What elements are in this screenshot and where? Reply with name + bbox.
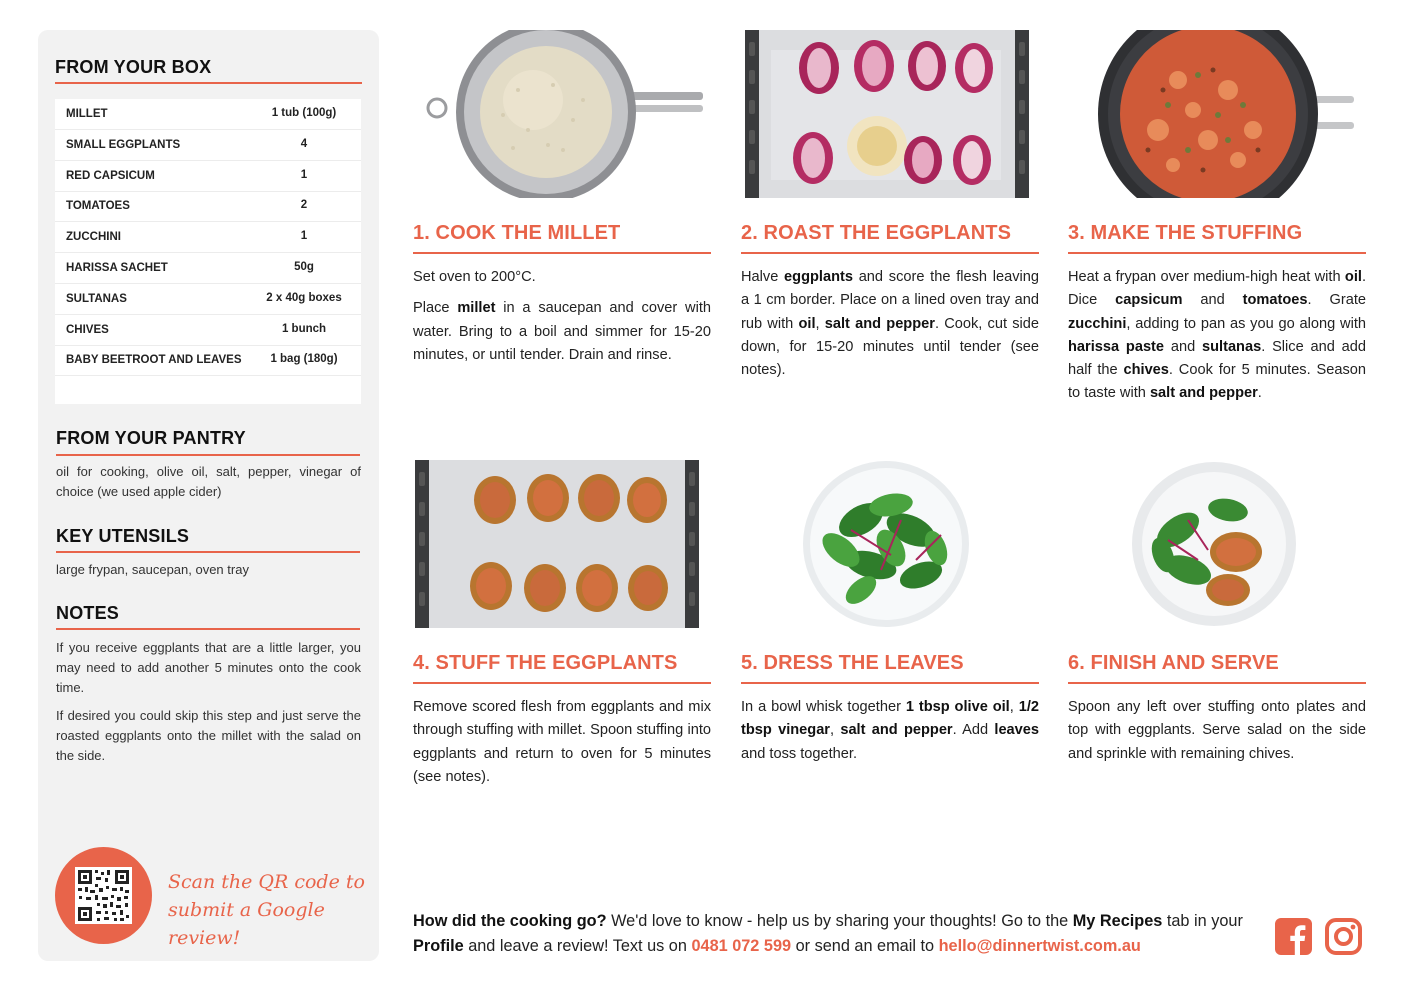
text-run: Place [413, 300, 458, 317]
bold-text: sultanas [1202, 338, 1262, 355]
step-paragraph [413, 266, 711, 289]
ingredient-quantity: 1 [300, 230, 308, 243]
from-your-pantry-title: FROM YOUR PANTRY [56, 428, 246, 448]
ingredient-name: CHIVES [66, 323, 109, 336]
bold-text: 1/2 tbsp vinegar [741, 699, 1039, 739]
step-5-photo [741, 460, 1039, 628]
qr-badge [55, 847, 152, 944]
step-paragraph [1068, 266, 1366, 406]
ingredient-name: HARISSA SACHET [66, 262, 168, 274]
text-run: , adding to pan as you go along with [1126, 315, 1366, 332]
text-run: . Grate [1307, 292, 1367, 309]
text-run: . Add [952, 722, 995, 739]
notes-title: NOTES [56, 603, 120, 623]
ingredient-quantity: 4 [300, 137, 308, 150]
text-run: and leave a review! Text us on [463, 937, 692, 955]
bold-text: millet [457, 300, 496, 317]
ingredient-quantity: 2 x 40g boxes [266, 291, 342, 304]
step-3-title: 3. MAKE THE STUFFING [1068, 222, 1303, 244]
contact-link[interactable]: 0481 072 599 [691, 937, 792, 955]
text-run: Remove scored flesh from eggplants and mix through stuffing with millet. Spoon stuffing into eggplants and return to oven for 5 minutes (see notes). [413, 699, 711, 785]
text-run: . Cook for 5 minutes. Season to taste with [1068, 362, 1366, 402]
step-5-rule [741, 682, 1039, 684]
text-run: Halve [741, 269, 785, 285]
ingredient-name: TOMATOES [66, 200, 130, 213]
step-2-body [741, 266, 1039, 390]
ingredient-quantity: 1 bag (180g) [270, 353, 338, 366]
text-run: in a saucepan and cover with water. Bring to a boil and simmer for 15-20 minutes, or until tender. Drain and rinse. [413, 300, 711, 363]
text-run: Spoon any left over stuffing onto plates and top with eggplants. Serve salad on the side and sprinkle with remaining chives. [1068, 699, 1366, 762]
utensils-text: large frypan, saucepan, oven tray [56, 562, 249, 577]
notes-paragraph-1: If you receive eggplants that are a little larger, you may need to add another 5 minutes onto the cook time. [56, 640, 361, 695]
step-paragraph [741, 266, 1039, 382]
step-paragraph [413, 297, 711, 367]
bold-text: harissa paste [1068, 338, 1165, 355]
step-2-title: 2. ROAST THE EGGPLANTS [741, 222, 1012, 244]
ingredient-quantity: 1 bunch [281, 322, 327, 335]
qr-caption [168, 868, 368, 952]
bold-text: 1 tbsp olive oil [905, 699, 1010, 715]
qr-caption-line-2: submit a Google review! [168, 899, 325, 949]
text-run: We'd love to know - help us by sharing your thoughts! Go to the [606, 912, 1073, 930]
bold-text: zucchini [1068, 315, 1127, 332]
bold-text: oil [798, 315, 816, 332]
step-paragraph [413, 696, 711, 789]
text-run: . Cook, cut side down, for 15-20 minutes until tender (see notes). [741, 315, 1039, 379]
ingredient-row [55, 315, 361, 346]
key-utensils-rule [56, 551, 360, 553]
key-utensils-title: KEY UTENSILS [56, 526, 190, 546]
review-footer-text [413, 909, 1263, 959]
bold-text: eggplants [784, 269, 853, 285]
text-run: and score the flesh leaving a 1 cm border. Place on a lined oven tray and rub with [741, 269, 1039, 332]
text-run: . Dice [1068, 269, 1366, 309]
step-4-rule [413, 682, 711, 684]
ingredient-name: RED CAPSICUM [66, 169, 155, 182]
step-5-body [741, 696, 1039, 774]
step-paragraph [741, 696, 1039, 766]
ingredient-name: ZUCCHINI [66, 231, 121, 244]
bold-text: salt and pepper [840, 722, 953, 739]
ingredient-row [55, 345, 361, 376]
step-3-body [1068, 266, 1366, 414]
step-6-photo [1068, 460, 1366, 628]
ingredient-name: BABY BEETROOT AND LEAVES [66, 354, 242, 367]
text-run: , [815, 315, 825, 332]
ingredient-quantity: 50g [294, 261, 314, 273]
text-run: and [1164, 338, 1202, 355]
text-run: and toss together. [741, 745, 858, 762]
ingredient-name: SMALL EGGPLANTS [66, 138, 181, 151]
text-run: , [830, 722, 841, 739]
from-your-box-rule [55, 82, 362, 84]
ingredient-name: SULTANAS [66, 292, 127, 305]
text-run: and [1182, 292, 1243, 309]
contact-link[interactable]: hello@dinnertwist.com.au [938, 937, 1141, 955]
bold-text: leaves [994, 722, 1040, 739]
step-paragraph [1068, 696, 1366, 766]
step-1-rule [413, 252, 711, 254]
text-run: . Slice and add half the [1068, 338, 1366, 379]
text-run: or send an email to [791, 937, 939, 955]
text-run: tab in your [1162, 912, 1243, 930]
from-your-pantry-rule [56, 454, 360, 456]
step-6-body [1068, 696, 1366, 774]
ingredient-row [55, 284, 361, 315]
text-run: In a bowl whisk together [741, 699, 906, 715]
from-your-box-title: FROM YOUR BOX [55, 57, 212, 77]
bold-text: Profile [413, 937, 464, 955]
bold-text: salt and pepper [824, 315, 935, 332]
bold-text: salt and pepper [1149, 385, 1258, 402]
pantry-text: oil for cooking, olive oil, salt, pepper, vinegar of choice (we used apple cider) [56, 464, 361, 499]
text-run: Heat a frypan over medium-high heat with [1068, 269, 1345, 285]
ingredient-quantity: 2 [300, 199, 308, 212]
ingredient-row [55, 99, 361, 130]
sidebar [38, 30, 379, 961]
ingredient-name: MILLET [66, 108, 108, 120]
bold-text: How did the cooking go? [413, 912, 607, 930]
notes-rule [56, 628, 360, 630]
ingredient-row [55, 130, 361, 161]
step-4-photo [413, 460, 711, 628]
notes-paragraph-2: If desired you could skip this step and just serve the roasted eggplants onto the millet with the salad on the side. [56, 708, 361, 763]
step-2-photo [741, 30, 1039, 198]
step-5-title: 5. DRESS THE LEAVES [741, 652, 964, 674]
text-run: , [1009, 699, 1019, 715]
bold-text: oil [1344, 269, 1362, 285]
step-2-rule [741, 252, 1039, 254]
ingredient-row [55, 253, 361, 284]
bold-text: My Recipes [1072, 912, 1163, 930]
ingredient-row [55, 222, 361, 253]
step-6-title: 6. FINISH AND SERVE [1068, 652, 1279, 674]
step-3-rule [1068, 252, 1366, 254]
bold-text: capsicum [1115, 292, 1183, 309]
qr-caption-line-1: Scan the QR code to [168, 871, 365, 893]
bold-text: chives [1123, 362, 1169, 379]
step-1-title: 1. COOK THE MILLET [413, 222, 621, 244]
ingredient-quantity: 1 tub (100g) [271, 107, 337, 119]
ingredient-row [55, 161, 361, 192]
text-run: . [1257, 385, 1262, 402]
step-3-photo [1068, 30, 1366, 198]
ingredient-quantity: 1 [300, 168, 308, 181]
ingredient-row [55, 191, 361, 222]
step-1-body [413, 266, 711, 375]
text-run: Set oven to 200°C. [413, 269, 536, 285]
step-1-photo [413, 30, 711, 198]
step-4-title: 4. STUFF THE EGGPLANTS [413, 652, 678, 674]
step-6-rule [1068, 682, 1366, 684]
step-4-body [413, 696, 711, 797]
qr-code-icon[interactable] [75, 867, 132, 924]
ingredients-table [55, 99, 361, 404]
instagram-icon[interactable] [1325, 918, 1362, 955]
bold-text: tomatoes [1242, 292, 1308, 309]
facebook-icon[interactable] [1275, 918, 1312, 955]
